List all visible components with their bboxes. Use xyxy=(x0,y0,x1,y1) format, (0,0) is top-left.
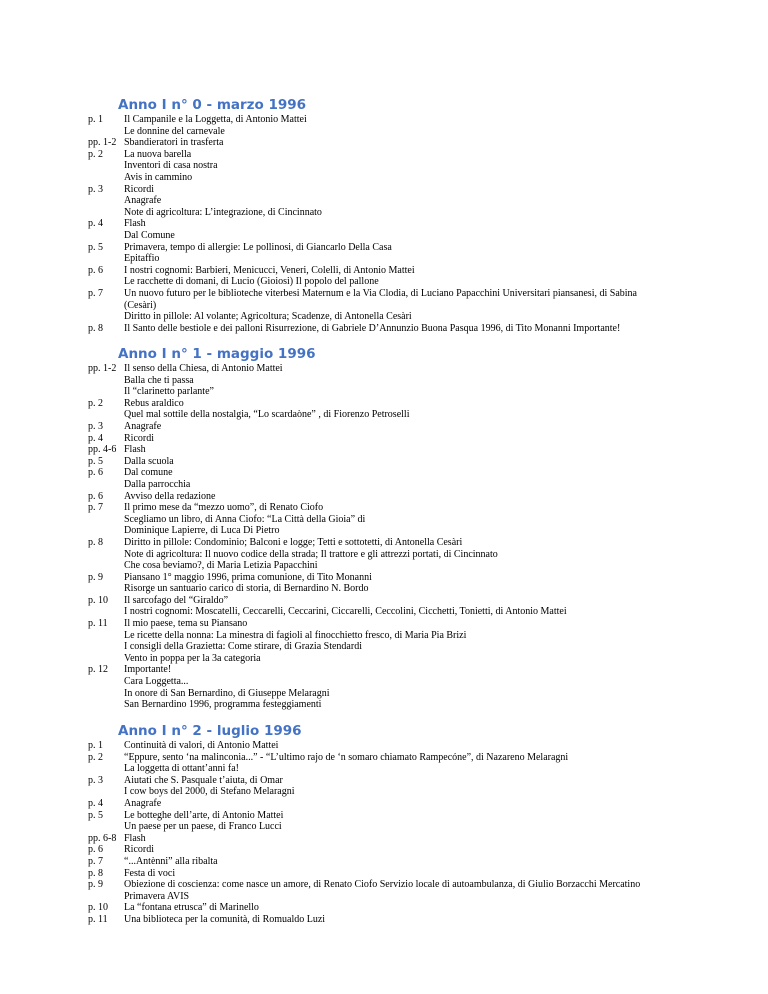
article-title: Cara Loggetta... xyxy=(124,676,189,688)
section-list xyxy=(0,363,768,711)
index-row xyxy=(0,688,768,700)
article-title: La “fontana etrusca” di Marinello xyxy=(124,902,259,914)
index-row xyxy=(0,798,768,810)
article-title: “...Antènni” alla ribalta xyxy=(124,855,218,867)
index-row xyxy=(0,775,768,787)
index-row xyxy=(0,879,768,891)
index-row xyxy=(0,218,768,230)
index-row xyxy=(0,386,768,398)
index-row xyxy=(0,618,768,630)
article-title: San Bernardino 1996, programma festeggiamenti xyxy=(124,699,322,711)
article-title: Balla che ti passa xyxy=(124,374,194,386)
index-row xyxy=(0,740,768,752)
index-row xyxy=(0,525,768,537)
article-title: Diritto in pillole: Al volante; Agricoltura; Scadenze, di Antonella Cesàri xyxy=(124,311,412,323)
index-row xyxy=(0,433,768,445)
article-title: Continuità di valori, di Antonio Mattei xyxy=(124,740,279,751)
page-number: p. 2 xyxy=(88,751,103,763)
page-number: p. 6 xyxy=(88,844,103,856)
page-number: p. 4 xyxy=(88,797,103,809)
index-row xyxy=(0,126,768,138)
page-number: p. 5 xyxy=(88,809,103,821)
article-title: Risorge un santuario carico di storia, di Bernardino N. Bordo xyxy=(124,583,369,595)
page-number: p. 6 xyxy=(88,467,103,479)
article-title: Anagrafe xyxy=(124,195,162,207)
index-row xyxy=(0,230,768,242)
index-row xyxy=(0,363,768,375)
article-title: Piansano 1° maggio 1996, prima comunione, di Tito Monanni xyxy=(124,571,372,583)
article-title: La nuova barella xyxy=(124,148,192,160)
article-title: Flash xyxy=(124,444,146,456)
index-row xyxy=(0,595,768,607)
article-title: Flash xyxy=(124,832,146,844)
index-row xyxy=(0,409,768,421)
index-row xyxy=(0,856,768,868)
article-title: Quel mal sottile della nostalgia, “Lo scardaòne” , di Fiorenzo Petroselli xyxy=(124,409,410,421)
page-number: p. 4 xyxy=(88,432,103,444)
article-title: Il sarcofago del “Giraldo” xyxy=(124,594,229,606)
index-row xyxy=(0,833,768,845)
page-number: p. 8 xyxy=(88,536,103,548)
index-row xyxy=(0,491,768,503)
article-title: I cow boys del 2000, di Stefano Melaragni xyxy=(124,786,295,798)
page-number: p. 11 xyxy=(88,913,108,925)
article-title: Dalla parrocchia xyxy=(124,478,191,490)
article-title: Primavera AVIS xyxy=(124,890,190,902)
article-title: Il senso della Chiesa, di Antonio Mattei xyxy=(124,363,283,374)
page-number: p. 9 xyxy=(88,571,103,583)
page-number: p. 10 xyxy=(88,902,108,914)
index-row xyxy=(0,699,768,711)
index-row xyxy=(0,184,768,196)
article-title: Il Campanile e la Loggetta, di Antonio Mattei xyxy=(124,114,307,125)
index-row xyxy=(0,891,768,903)
article-title: Aiutati che S. Pasquale t’aiuta, di Omar xyxy=(124,774,283,786)
article-title: Il “clarinetto parlante” xyxy=(124,386,214,398)
page-number: p. 3 xyxy=(88,420,103,432)
index-row xyxy=(0,572,768,584)
article-title: I consigli della Grazietta: Come stirare, di Grazia Stendardi xyxy=(124,641,362,653)
index-row xyxy=(0,276,768,288)
page-number: p. 5 xyxy=(88,455,103,467)
article-title: Un paese per un paese, di Franco Lucci xyxy=(124,821,282,833)
index-row xyxy=(0,653,768,665)
article-title: Note di agricoltura: Il nuovo codice della strada; Il trattore e gli attrezzi portati, di Cincinnato xyxy=(124,548,498,560)
section-title: Anno I n° 2 - luglio 1996 xyxy=(118,723,302,739)
article-title: Le racchette di domani, di Lucio (Gioiosi) Il popolo del pallone xyxy=(124,276,379,288)
index-row xyxy=(0,537,768,549)
article-title: “Eppure, sento ‘na malinconia...” - “L’ultimo rajo de ‘n somaro chiamato Rampecóne”, di Nazareno Melaragni xyxy=(124,751,569,763)
page-number: pp. 4-6 xyxy=(88,444,117,456)
page-number: p. 4 xyxy=(88,218,103,230)
section-title: Anno I n° 1 - maggio 1996 xyxy=(118,346,316,362)
article-title: Importante! xyxy=(124,664,172,676)
index-row xyxy=(0,253,768,265)
article-title: Dal Comune xyxy=(124,229,175,241)
article-title: Inventori di casa nostra xyxy=(124,160,218,172)
index-row xyxy=(0,300,768,312)
index-row xyxy=(0,149,768,161)
index-row xyxy=(0,467,768,479)
article-title: Le ricette della nonna: La minestra di fagioli al finocchietto fresco, di Maria Pia Brizi xyxy=(124,629,467,641)
page-number: p. 1 xyxy=(88,740,103,751)
article-title: Un nuovo futuro per le biblioteche viterbesi Maternum e la Via Clodia, di Luciano Papacchini Universitari piansanesi, di Sabina xyxy=(124,287,637,299)
page-number: p. 7 xyxy=(88,502,103,514)
article-title: Che cosa beviamo?, di Maria Letizia Papacchini xyxy=(124,560,318,572)
index-row xyxy=(0,265,768,277)
index-row xyxy=(0,914,768,926)
index-row xyxy=(0,444,768,456)
index-row xyxy=(0,821,768,833)
index-row xyxy=(0,242,768,254)
index-row xyxy=(0,421,768,433)
article-title: Avis in cammino xyxy=(124,171,193,183)
article-title: Il Santo delle bestiole e dei palloni Risurrezione, di Gabriele D’Annunzio Buona Pasqua 1996, di Tito Monanni Importante! xyxy=(124,322,621,334)
index-row xyxy=(0,606,768,618)
index-row xyxy=(0,560,768,572)
article-title: Primavera, tempo di allergie: Le pollinosi, di Giancarlo Della Casa xyxy=(124,241,392,253)
index-row xyxy=(0,137,768,149)
index-row xyxy=(0,641,768,653)
page-number: pp. 1-2 xyxy=(88,137,117,149)
article-title: Dominique Lapierre, di Luca Di Pietro xyxy=(124,525,280,537)
page-number: p. 2 xyxy=(88,397,103,409)
page-number: p. 10 xyxy=(88,594,108,606)
index-row xyxy=(0,288,768,300)
article-title: Anagrafe xyxy=(124,797,162,809)
page-number: p. 5 xyxy=(88,241,103,253)
index-row xyxy=(0,549,768,561)
index-row xyxy=(0,664,768,676)
page-number: pp. 1-2 xyxy=(88,363,117,374)
index-row xyxy=(0,902,768,914)
article-title: Anagrafe xyxy=(124,420,162,432)
index-row xyxy=(0,207,768,219)
article-title: Dal comune xyxy=(124,467,173,479)
article-title: Ricordi xyxy=(124,432,154,444)
article-title: (Cesàri) xyxy=(124,299,157,311)
index-row xyxy=(0,311,768,323)
article-title: Una biblioteca per la comunità, di Romualdo Luzi xyxy=(124,913,326,925)
article-title: Sbandieratori in trasferta xyxy=(124,137,224,149)
article-title: Scegliamo un libro, di Anna Ciofo: “La Città della Gioia” di xyxy=(124,513,366,525)
index-row xyxy=(0,752,768,764)
article-title: Avviso della redazione xyxy=(124,490,216,502)
page-number: p. 3 xyxy=(88,183,103,195)
page-number: p. 8 xyxy=(88,867,103,879)
page-number: p. 6 xyxy=(88,490,103,502)
page-number: p. 7 xyxy=(88,287,103,299)
index-row xyxy=(0,502,768,514)
article-title: Ricordi xyxy=(124,183,154,195)
index-row xyxy=(0,479,768,491)
page-number: p. 1 xyxy=(88,114,103,125)
page-number: p. 3 xyxy=(88,774,103,786)
index-row xyxy=(0,398,768,410)
index-row xyxy=(0,172,768,184)
index-row xyxy=(0,763,768,775)
article-title: Il mio paese, tema su Piansano xyxy=(124,618,248,630)
index-row xyxy=(0,456,768,468)
article-title: Festa di voci xyxy=(124,867,176,879)
page-number: p. 7 xyxy=(88,855,103,867)
index-row xyxy=(0,676,768,688)
page-number: p. 2 xyxy=(88,148,103,160)
article-title: Le botteghe dell’arte, di Antonio Mattei xyxy=(124,809,284,821)
article-title: Il primo mese da “mezzo uomo”, di Renato Ciofo xyxy=(124,502,324,514)
article-title: Le donnine del carnevale xyxy=(124,125,225,137)
index-row xyxy=(0,786,768,798)
article-title: In onore di San Bernardino, di Giuseppe Melaragni xyxy=(124,687,330,699)
index-row xyxy=(0,114,768,126)
article-title: Epitaffio xyxy=(124,253,160,265)
index-row xyxy=(0,630,768,642)
article-title: I nostri cognomi: Moscatelli, Ceccarelli, Ceccarini, Ciccarelli, Ceccolini, Cicchetti, Tonietti, di Antonio Mattei xyxy=(124,606,567,618)
page-number: pp. 6-8 xyxy=(88,832,117,844)
article-title: Flash xyxy=(124,218,146,230)
index-row xyxy=(0,160,768,172)
index-row xyxy=(0,375,768,387)
page-number: p. 11 xyxy=(88,618,108,630)
article-title: Note di agricoltura: L’integrazione, di Cincinnato xyxy=(124,206,322,218)
index-row xyxy=(0,323,768,335)
page-number: p. 8 xyxy=(88,322,103,334)
section-title: Anno I n° 0 - marzo 1996 xyxy=(118,97,307,113)
index-row xyxy=(0,514,768,526)
article-title: La loggetta di ottant’anni fa! xyxy=(124,763,239,775)
article-title: Rebus araldico xyxy=(124,397,184,409)
article-title: Ricordi xyxy=(124,844,154,856)
article-title: Diritto in pillole: Condominio; Balconi e logge; Tetti e sottotetti, di Antonella Cesàri xyxy=(124,536,463,548)
index-row xyxy=(0,195,768,207)
page-number: p. 6 xyxy=(88,264,103,276)
page-number: p. 12 xyxy=(88,664,108,676)
section-list xyxy=(0,114,768,334)
section-list xyxy=(0,740,768,926)
article-title: Vento in poppa per la 3a categoria xyxy=(124,652,261,664)
index-row xyxy=(0,810,768,822)
article-title: I nostri cognomi: Barbieri, Menicucci, Veneri, Colelli, di Antonio Mattei xyxy=(124,264,415,276)
index-row xyxy=(0,844,768,856)
page-number: p. 9 xyxy=(88,879,103,891)
index-row xyxy=(0,583,768,595)
article-title: Obiezione di coscienza: come nasce un amore, di Renato Ciofo Servizio locale di autoambulanza, di Giulio Borzacchi Mercatino xyxy=(124,879,641,891)
article-title: Dalla scuola xyxy=(124,455,174,467)
index-row xyxy=(0,868,768,880)
